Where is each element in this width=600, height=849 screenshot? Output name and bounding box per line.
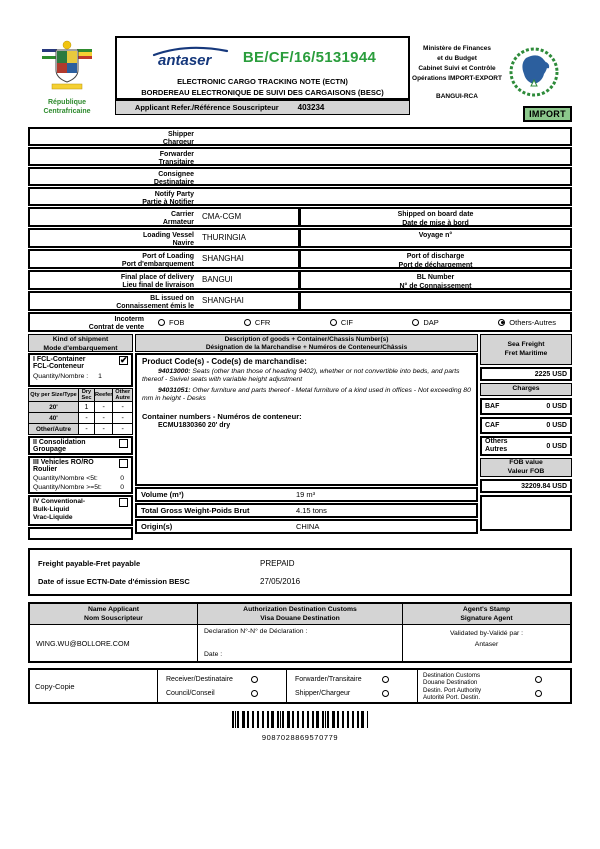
- fcl-box: [28, 353, 133, 387]
- incoterm-option-dap[interactable]: DAP: [412, 318, 438, 327]
- consignee-label-fr: Destinataire: [153, 179, 194, 187]
- origin-label: Origin(s): [141, 522, 173, 531]
- fob-label-fr: Valeur FOB: [507, 467, 545, 475]
- shipper-row: [28, 127, 572, 146]
- car-coat-of-arms-icon: [40, 40, 94, 92]
- origin-row: [135, 519, 478, 534]
- ministry-line4: Opérations IMPORT-EXPORT: [412, 75, 502, 83]
- size-table-col0-header: Qty per Size/Type: [29, 389, 79, 402]
- final-delivery-value[interactable]: BANGUI: [202, 275, 233, 284]
- charges-title: Charges: [480, 383, 572, 396]
- port-loading-label-fr: Port d'embarquement: [121, 261, 194, 269]
- agent-stamp-header-fr: Signature Agent: [460, 615, 513, 623]
- forwarder-row: [28, 147, 572, 166]
- volume-row: [135, 487, 478, 502]
- sea-freight-value: 2225 USD: [480, 367, 572, 381]
- freight-payable-row: [30, 554, 570, 572]
- vessel-row: [28, 228, 572, 248]
- antaser-logo-text: antaser: [157, 52, 212, 69]
- carrier-label-en: Carrier: [171, 211, 194, 218]
- freight-payable-block: [28, 548, 572, 596]
- product-item-2: 94031051: Other furniture and parts thereof - Metal furniture of a kind used in offices - Not exceeding 80 mm in height - Desks: [142, 386, 471, 403]
- copy-distribution-block: [28, 668, 572, 704]
- size-row-20: 20' 1 - -: [29, 402, 133, 413]
- bl-issued-row: [28, 291, 572, 311]
- bl-issued-value[interactable]: SHANGHAI: [202, 296, 244, 305]
- port-loading-row: [28, 249, 572, 269]
- container-size-table: Qty per Size/Type Dry Sec Reefer Other Autre 20' 1 - - 40' - - - Other/Autre - - -: [28, 388, 133, 435]
- validated-by-value: Antaser: [474, 641, 499, 649]
- description-header-en: Description of goods + Container/Chassis Number(s): [224, 336, 389, 343]
- copy-receiver-option: Receiver/Destinataire: [166, 676, 258, 683]
- kind-header-fr: Mode d'embarquement: [43, 344, 118, 352]
- vehicles-roro-box: [28, 456, 133, 494]
- conventional-label-l3: Vrac-Liquide: [33, 514, 73, 522]
- applicant-ref-value: 403234: [297, 103, 325, 112]
- conventional-label-l2: Bulk-Liquid: [33, 506, 70, 514]
- caf-label: CAF: [485, 422, 500, 429]
- applicant-email: WING.WU@BOLLORE.COM: [30, 625, 198, 661]
- validated-by-label: Validated by-Validé par :: [449, 630, 524, 638]
- declaration-date-label: Date :: [204, 651, 223, 659]
- notify-label-en: Notify Party: [154, 191, 194, 198]
- consolidation-label-fr: Groupage: [33, 446, 67, 454]
- radio-fob-icon[interactable]: [158, 319, 165, 326]
- copy-council-option: Council/Conseil: [166, 690, 258, 697]
- vehicles-q1-value: 0: [120, 475, 124, 483]
- vehicles-q2-label: Quantity/Nombre >=5t:: [33, 484, 102, 492]
- final-delivery-label-en: Final place of delivery: [120, 274, 194, 281]
- authorization-header-fr: Visa Douane Destination: [260, 615, 340, 623]
- ministry-block: [406, 44, 508, 102]
- issue-date-label: Date of issue ECTN-Date d'émission BESC: [38, 576, 190, 586]
- radio-cif-icon[interactable]: [330, 319, 337, 326]
- forwarder-label-fr: Transitaire: [158, 159, 194, 167]
- ema-seal: [508, 46, 560, 103]
- gross-weight-row: [135, 503, 478, 518]
- vessel-label-en: Loading Vessel: [143, 232, 194, 239]
- kind-header-en: Kind of shipment: [52, 336, 109, 343]
- baf-value: 0 USD: [546, 403, 567, 410]
- agent-stamp-header-en: Agent's Stamp: [462, 606, 511, 614]
- authorization-header-en: Authorization Destination Customs: [243, 606, 357, 614]
- radio-port-authority-icon[interactable]: [535, 690, 542, 697]
- copy-port-authority-option: Destin. Port Authority Autorité Port. Destin.: [423, 687, 542, 701]
- name-applicant-header-en: Name Applicant: [87, 606, 140, 614]
- radio-shipper-icon[interactable]: [382, 690, 389, 697]
- copy-destination-customs-option: Destination Customs Douane Destination: [423, 672, 542, 686]
- forwarder-label-en: Forwarder: [159, 151, 194, 158]
- fob-value: 32209.84 USD: [480, 479, 572, 493]
- other-charges-value: 0 USD: [546, 442, 567, 450]
- notify-party-row: [28, 187, 572, 206]
- incoterm-label-fr: Contrat de vente: [88, 324, 144, 332]
- ministry-line3: Cabinet Suivi et Contrôle: [418, 65, 496, 73]
- vessel-value[interactable]: THURINGIA: [202, 233, 246, 242]
- sidebar-empty-box: [480, 495, 572, 531]
- fcl-label-en: I FCL-Container: [33, 356, 86, 363]
- radio-receiver-icon[interactable]: [251, 676, 258, 683]
- issue-date-row: [30, 572, 570, 590]
- bl-issued-right-empty: [300, 291, 572, 311]
- kind-of-shipment-column: [28, 334, 133, 540]
- document-title-en: ELECTRONIC CARGO TRACKING NOTE (ECTN): [177, 77, 348, 86]
- fob-label-en: FOB value: [509, 458, 543, 466]
- container-numbers-value: ECMU1830360 20' dry: [158, 421, 231, 429]
- caf-row: [480, 417, 572, 434]
- ectn-reference-number: BE/CF/16/5131944: [242, 48, 377, 66]
- country-name-line1: République: [47, 99, 87, 106]
- freight-payable-value: PREPAID: [260, 558, 295, 568]
- notify-label-fr: Partie à Notifier: [142, 199, 194, 207]
- fcl-checkbox[interactable]: [119, 356, 128, 365]
- port-loading-value[interactable]: SHANGHAI: [202, 254, 244, 263]
- gross-weight-label: Total Gross Weight-Poids Brut: [141, 506, 250, 515]
- goods-description-box: [135, 353, 478, 486]
- barcode: [232, 711, 368, 728]
- volume-label: Volume (m³): [141, 490, 184, 499]
- shipper-label-fr: Chargeur: [162, 139, 194, 147]
- copy-label: Copy-Copie: [30, 670, 158, 702]
- final-delivery-row: [28, 270, 572, 290]
- vehicles-q1-label: Quantity/Nombre <5t:: [33, 475, 98, 483]
- bl-number-label-en: BL Number: [416, 274, 455, 281]
- ministry-line1: Ministère de Finances: [423, 45, 491, 52]
- antaser-logo: [149, 44, 231, 70]
- conventional-box: [28, 495, 133, 526]
- ministry-city: BANGUI-RCA: [436, 93, 478, 101]
- bl-issued-label-fr: Connaissement émis le: [116, 303, 194, 311]
- container-numbers-title: Container numbers - Numéros de conteneur:: [142, 411, 302, 421]
- sea-freight-label-fr: Fret Maritime: [504, 349, 548, 357]
- size-row-40: 40' - - -: [29, 413, 133, 424]
- vehicles-label-fr: Roulier: [33, 466, 58, 474]
- radio-dap-icon[interactable]: [412, 319, 419, 326]
- vehicles-label-en: III Vehicles RO/RO: [33, 459, 94, 467]
- fcl-qty-value: 1: [98, 373, 102, 380]
- conventional-label-l1: IV Conventional-: [33, 498, 86, 506]
- radio-forwarder-icon[interactable]: [382, 676, 389, 683]
- port-loading-label-en: Port of Loading: [142, 253, 194, 260]
- radio-others-icon[interactable]: [498, 319, 505, 326]
- issue-date-value: 27/05/2016: [260, 576, 301, 586]
- radio-council-icon[interactable]: [251, 690, 258, 697]
- coat-of-arms: [34, 40, 100, 117]
- header-title-box: [115, 36, 410, 100]
- incoterm-option-cif[interactable]: CIF: [330, 318, 353, 327]
- charges-sidebar: [480, 334, 572, 540]
- consolidation-box: [28, 436, 133, 455]
- authorization-table: [28, 602, 572, 663]
- import-badge: IMPORT: [523, 106, 572, 122]
- carrier-row: [28, 207, 572, 227]
- size-table-reefer-header: Reefer: [95, 389, 113, 402]
- copy-forwarder-option: Forwarder/Transitaire: [295, 676, 389, 683]
- incoterm-label-en: Incoterm: [114, 316, 144, 323]
- other-charges-label-fr: Autres: [485, 446, 508, 453]
- incoterm-row: [28, 312, 572, 332]
- vehicles-q2-value: 0: [120, 484, 124, 492]
- consignee-label-en: Consignee: [158, 171, 194, 178]
- description-column: [135, 334, 478, 540]
- radio-destination-customs-icon[interactable]: [535, 676, 542, 683]
- applicant-reference-row: [115, 100, 410, 115]
- consignee-row: [28, 167, 572, 186]
- carrier-value[interactable]: CMA-CGM: [202, 212, 242, 221]
- sea-freight-label-en: Sea Freight: [507, 340, 545, 348]
- consolidation-checkbox[interactable]: [119, 439, 128, 448]
- baf-label: BAF: [485, 403, 500, 410]
- barcode-number: 9087028869570779: [261, 733, 339, 743]
- applicant-ref-label: Applicant Refer./Référence Souscripteur: [134, 103, 279, 112]
- gross-weight-value: 4.15 tons: [296, 506, 327, 515]
- ema-seal-icon: [508, 46, 560, 98]
- port-discharge-label-en: Port of discharge: [406, 253, 465, 260]
- origin-value: CHINA: [296, 522, 320, 531]
- product-codes-title: Product Code(s) - Code(s) de marchandise:: [142, 357, 307, 366]
- carrier-label-fr: Armateur: [162, 219, 194, 227]
- vehicles-checkbox[interactable]: [119, 459, 128, 468]
- document-title-fr: BORDEREAU ELECTRONIQUE DE SUIVI DES CARGAISONS (BESC): [141, 88, 384, 97]
- size-row-other: Other/Autre - - -: [29, 424, 133, 435]
- incoterm-option-others[interactable]: Others-Autres: [498, 318, 556, 327]
- bl-number-label-fr: N° de Connaissement: [399, 282, 472, 290]
- conventional-checkbox[interactable]: [119, 498, 128, 507]
- description-header-fr: Désignation de la Marchandise + Numéros de Conteneur/Châssis: [205, 344, 408, 352]
- ectn-form: [28, 127, 572, 742]
- caf-value: 0 USD: [546, 422, 567, 429]
- final-delivery-label-fr: Lieu final de livraison: [122, 282, 194, 290]
- bl-issued-label-en: BL issued on: [150, 295, 194, 302]
- notify-value[interactable]: [198, 189, 202, 204]
- shipped-date-label-en: Shipped on board date: [397, 211, 474, 218]
- fcl-qty-label: Quantity/Nombre :: [33, 373, 89, 380]
- port-discharge-label-fr: Port de déchargement: [398, 261, 473, 269]
- barcode-section: [28, 711, 572, 742]
- volume-value: 19 m³: [296, 490, 316, 499]
- voyage-label: Voyage n°: [418, 232, 453, 239]
- declaration-label: Declaration N°-N° de Déclaration :: [204, 628, 308, 636]
- radio-cfr-icon[interactable]: [244, 319, 251, 326]
- forwarder-value[interactable]: [198, 149, 202, 164]
- shipped-date-label-fr: Date de mise à bord: [402, 219, 469, 227]
- kind-column-empty-box: [28, 527, 133, 540]
- other-charges-label-en: Others: [485, 437, 508, 445]
- freight-payable-label: Freight payable-Fret payable: [38, 558, 141, 568]
- fcl-label-fr: FCL-Conteneur: [33, 363, 84, 370]
- product-item-1: 94013000: Seats (other than those of heading 9402), whether or not convertible into beds, and parts thereof - Swivel seats with variable height adjustment: [142, 368, 460, 384]
- incoterm-option-fob[interactable]: FOB: [158, 318, 184, 327]
- shipment-section: [28, 334, 572, 540]
- shipper-value[interactable]: [198, 129, 202, 144]
- name-applicant-header-fr: Nom Souscripteur: [84, 615, 143, 623]
- country-name-line2: Centrafricaine: [43, 107, 91, 115]
- other-charges-row: [480, 436, 572, 456]
- copy-shipper-option: Shipper/Chargeur: [295, 690, 389, 697]
- incoterm-option-cfr[interactable]: CFR: [244, 318, 270, 327]
- vessel-label-fr: Navire: [172, 240, 194, 248]
- baf-row: [480, 398, 572, 415]
- consignee-value[interactable]: [198, 169, 202, 184]
- ministry-line2: et du Budget: [437, 55, 477, 63]
- shipper-label-en: Shipper: [167, 131, 194, 138]
- consolidation-label-en: II Consolidation: [33, 439, 86, 447]
